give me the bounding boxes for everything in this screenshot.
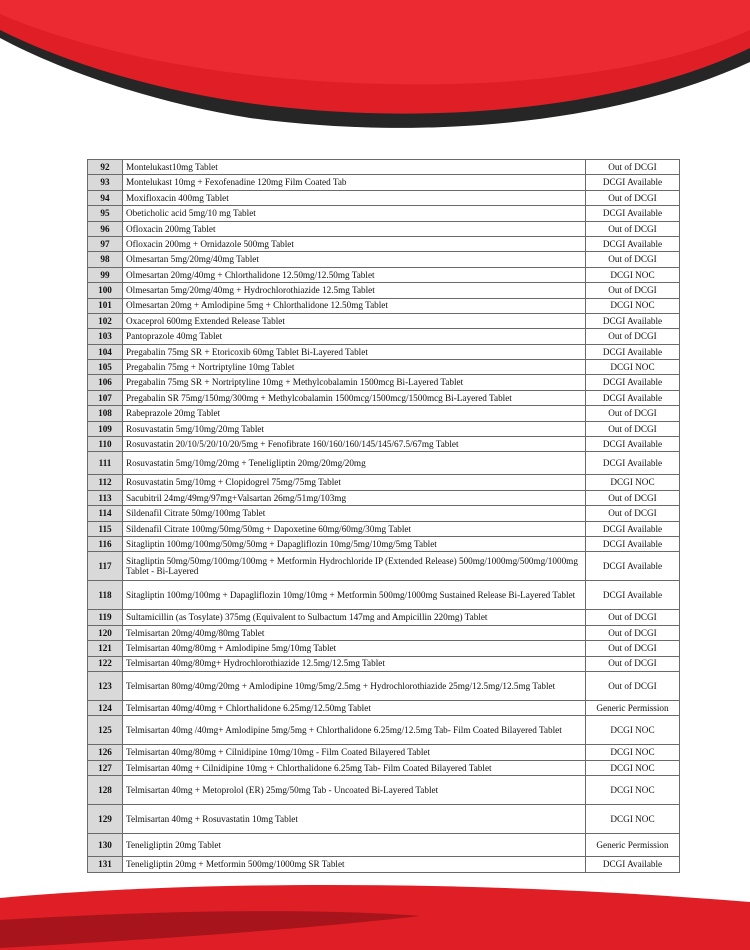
row-number: 109 [88,421,123,436]
dcgi-status: DCGI NOC [586,760,680,775]
product-name: Telmisartan 40mg + Metoprolol (ER) 25mg/50mg Tab - Uncoated Bi-Layered Tablet [123,776,586,805]
product-name: Ofloxacin 200mg + Ornidazole 500mg Tablet [123,236,586,251]
row-number: 116 [88,536,123,551]
table-row [88,313,680,328]
dcgi-status: Out of DCGI [586,490,680,505]
row-number: 123 [88,671,123,700]
dcgi-status: DCGI Available [586,452,680,475]
product-name: Telmisartan 40mg/80mg + Cilnidipine 10mg/10mg - Film Coated Bilayered Tablet [123,745,586,760]
product-name: Pregabalin 75mg SR + Etoricoxib 60mg Tablet Bi-Layered Tablet [123,344,586,359]
row-number: 113 [88,490,123,505]
dcgi-status: DCGI Available [586,552,680,581]
dcgi-status: Out of DCGI [586,160,680,175]
product-name: Montelukast10mg Tablet [123,160,586,175]
product-name: Sildenafil Citrate 50mg/100mg Tablet [123,506,586,521]
product-name: Moxifloxacin 400mg Tablet [123,190,586,205]
table-row [88,421,680,436]
dcgi-status: DCGI Available [586,581,680,610]
dcgi-status: DCGI NOC [586,267,680,282]
table-row [88,716,680,745]
table-row [88,329,680,344]
table-row [88,581,680,610]
product-name: Rosuvastatin 5mg/10mg/20mg + Teneligliptin 20mg/20mg/20mg [123,452,586,475]
product-name: Telmisartan 80mg/40mg/20mg + Amlodipine 10mg/5mg/2.5mg + Hydrochlorothiazide 25mg/12.5mg/12.5mg Tablet [123,671,586,700]
product-name: Telmisartan 40mg + Cilnidipine 10mg + Chlorthalidone 6.25mg Tab- Film Coated Bilayered Tablet [123,760,586,775]
table-row [88,700,680,715]
product-name: Sitagliptin 100mg/100mg/50mg/50mg + Dapagliflozin 10mg/5mg/10mg/5mg Tablet [123,536,586,551]
row-number: 127 [88,760,123,775]
dcgi-status: Out of DCGI [586,406,680,421]
product-name: Olmesartan 20mg/40mg + Chlorthalidone 12.50mg/12.50mg Tablet [123,267,586,282]
row-number: 93 [88,175,123,190]
product-name: Telmisartan 40mg/80mg + Amlodipine 5mg/10mg Tablet [123,641,586,656]
row-number: 105 [88,360,123,375]
row-number: 131 [88,857,123,872]
product-name: Sildenafil Citrate 100mg/50mg/50mg + Dapoxetine 60mg/60mg/30mg Tablet [123,521,586,536]
table-row [88,805,680,834]
dcgi-status: Out of DCGI [586,641,680,656]
table-row [88,610,680,625]
dcgi-status: DCGI Available [586,536,680,551]
table-row [88,160,680,175]
row-number: 95 [88,206,123,221]
product-name: Sitagliptin 100mg/100mg + Dapagliflozin 10mg/10mg + Metformin 500mg/1000mg Sustained Release Bi-Layered Tablet [123,581,586,610]
row-number: 114 [88,506,123,521]
dcgi-status: DCGI Available [586,236,680,251]
row-number: 98 [88,252,123,267]
table-row [88,344,680,359]
table-row [88,536,680,551]
table-row [88,521,680,536]
dcgi-status: DCGI NOC [586,298,680,313]
product-name: Teneligliptin 20mg + Metformin 500mg/1000mg SR Tablet [123,857,586,872]
dcgi-status: Out of DCGI [586,610,680,625]
row-number: 94 [88,190,123,205]
table-row [88,475,680,490]
table-row [88,760,680,775]
table-row [88,236,680,251]
table-row [88,490,680,505]
product-name: Pregabalin SR 75mg/150mg/300mg + Methylcobalamin 1500mcg/1500mcg/1500mcg Bi-Layered Tablet [123,390,586,405]
table-row [88,283,680,298]
dcgi-status: Out of DCGI [586,625,680,640]
table-row [88,252,680,267]
product-name: Sacubitril 24mg/49mg/97mg+Valsartan 26mg/51mg/103mg [123,490,586,505]
dcgi-status: DCGI Available [586,206,680,221]
table-row [88,671,680,700]
row-number: 130 [88,834,123,857]
row-number: 101 [88,298,123,313]
row-number: 99 [88,267,123,282]
row-number: 106 [88,375,123,390]
product-name: Montelukast 10mg + Fexofenadine 120mg Film Coated Tab [123,175,586,190]
product-name: Pantoprazole 40mg Tablet [123,329,586,344]
dcgi-status: Out of DCGI [586,252,680,267]
row-number: 121 [88,641,123,656]
dcgi-status: DCGI Available [586,437,680,452]
header-banner [0,0,750,150]
row-number: 119 [88,610,123,625]
product-name: Rosuvastatin 5mg/10mg/20mg Tablet [123,421,586,436]
product-name: Telmisartan 40mg /40mg+ Amlodipine 5mg/5mg + Chlorthalidone 6.25mg/12.5mg Tab- Film Coated Bilayered Tablet [123,716,586,745]
product-name: Ofloxacin 200mg Tablet [123,221,586,236]
table-row [88,834,680,857]
row-number: 120 [88,625,123,640]
dcgi-status: DCGI Available [586,175,680,190]
table-row [88,776,680,805]
dcgi-status: Out of DCGI [586,656,680,671]
row-number: 96 [88,221,123,236]
product-name: Pregabalin 75mg + Nortriptyline 10mg Tablet [123,360,586,375]
table-row [88,552,680,581]
table-row [88,625,680,640]
product-name: Rabeprazole 20mg Tablet [123,406,586,421]
row-number: 102 [88,313,123,328]
row-number: 126 [88,745,123,760]
dcgi-status: DCGI Available [586,375,680,390]
product-name: Teneligliptin 20mg Tablet [123,834,586,857]
table-row [88,221,680,236]
row-number: 100 [88,283,123,298]
table-row [88,437,680,452]
dcgi-status: DCGI Available [586,857,680,872]
table-row [88,375,680,390]
product-name: Rosuvastatin 20/10/5/20/10/20/5mg + Fenofibrate 160/160/160/145/145/67.5/67mg Tablet [123,437,586,452]
dcgi-status: DCGI Available [586,390,680,405]
row-number: 128 [88,776,123,805]
table-row [88,406,680,421]
table-row [88,857,680,872]
dcgi-status: Out of DCGI [586,283,680,298]
row-number: 112 [88,475,123,490]
table-row [88,390,680,405]
table-row [88,745,680,760]
dcgi-status: Out of DCGI [586,221,680,236]
product-name: Pregabalin 75mg SR + Nortriptyline 10mg + Methylcobalamin 1500mcg Bi-Layered Tablet [123,375,586,390]
table-row [88,641,680,656]
row-number: 118 [88,581,123,610]
product-name: Olmesartan 5mg/20mg/40mg Tablet [123,252,586,267]
row-number: 125 [88,716,123,745]
product-name: Rosuvastatin 5mg/10mg + Clopidogrel 75mg/75mg Tablet [123,475,586,490]
table-row [88,175,680,190]
row-number: 107 [88,390,123,405]
table-row [88,267,680,282]
dcgi-status: DCGI NOC [586,475,680,490]
footer-banner [0,880,750,950]
dcgi-status: Generic Permission [586,834,680,857]
dcgi-status: DCGI Available [586,344,680,359]
dcgi-status: Out of DCGI [586,190,680,205]
row-number: 111 [88,452,123,475]
row-number: 103 [88,329,123,344]
product-name: Olmesartan 20mg + Amlodipine 5mg + Chlorthalidone 12.50mg Tablet [123,298,586,313]
product-name: Telmisartan 20mg/40mg/80mg Tablet [123,625,586,640]
dcgi-status: DCGI NOC [586,360,680,375]
table-row [88,190,680,205]
dcgi-status: Out of DCGI [586,329,680,344]
dcgi-status: DCGI Available [586,521,680,536]
table-row [88,452,680,475]
table-row [88,206,680,221]
product-name: Olmesartan 5mg/20mg/40mg + Hydrochlorothiazide 12.5mg Tablet [123,283,586,298]
row-number: 124 [88,700,123,715]
dcgi-status: Out of DCGI [586,506,680,521]
row-number: 92 [88,160,123,175]
row-number: 108 [88,406,123,421]
dcgi-status: DCGI Available [586,313,680,328]
row-number: 97 [88,236,123,251]
dcgi-status: DCGI NOC [586,776,680,805]
dcgi-status: DCGI NOC [586,745,680,760]
product-name: Oxaceprol 600mg Extended Release Tablet [123,313,586,328]
dcgi-status: Out of DCGI [586,421,680,436]
row-number: 104 [88,344,123,359]
dcgi-status: Out of DCGI [586,671,680,700]
product-name: Telmisartan 40mg + Rosuvastatin 10mg Tablet [123,805,586,834]
table-row [88,360,680,375]
product-name: Telmisartan 40mg/40mg + Chlorthalidone 6.25mg/12.50mg Tablet [123,700,586,715]
product-name: Sitagliptin 50mg/50mg/100mg/100mg + Metformin Hydrochloride IP (Extended Release) 500mg/1000mg/500mg/1000mg Tablet - Bi-Layered [123,552,586,581]
row-number: 117 [88,552,123,581]
table-row [88,298,680,313]
product-name: Obeticholic acid 5mg/10 mg Tablet [123,206,586,221]
row-number: 122 [88,656,123,671]
table-row [88,506,680,521]
table-row [88,656,680,671]
row-number: 129 [88,805,123,834]
product-name: Telmisartan 40mg/80mg+ Hydrochlorothiazide 12.5mg/12.5mg Tablet [123,656,586,671]
dcgi-status: DCGI NOC [586,805,680,834]
product-name: Sultamicillin (as Tosylate) 375mg (Equivalent to Sulbactum 147mg and Ampicillin 220mg) Tablet [123,610,586,625]
product-table [87,159,680,873]
dcgi-status: DCGI NOC [586,716,680,745]
dcgi-status: Generic Permission [586,700,680,715]
row-number: 110 [88,437,123,452]
row-number: 115 [88,521,123,536]
